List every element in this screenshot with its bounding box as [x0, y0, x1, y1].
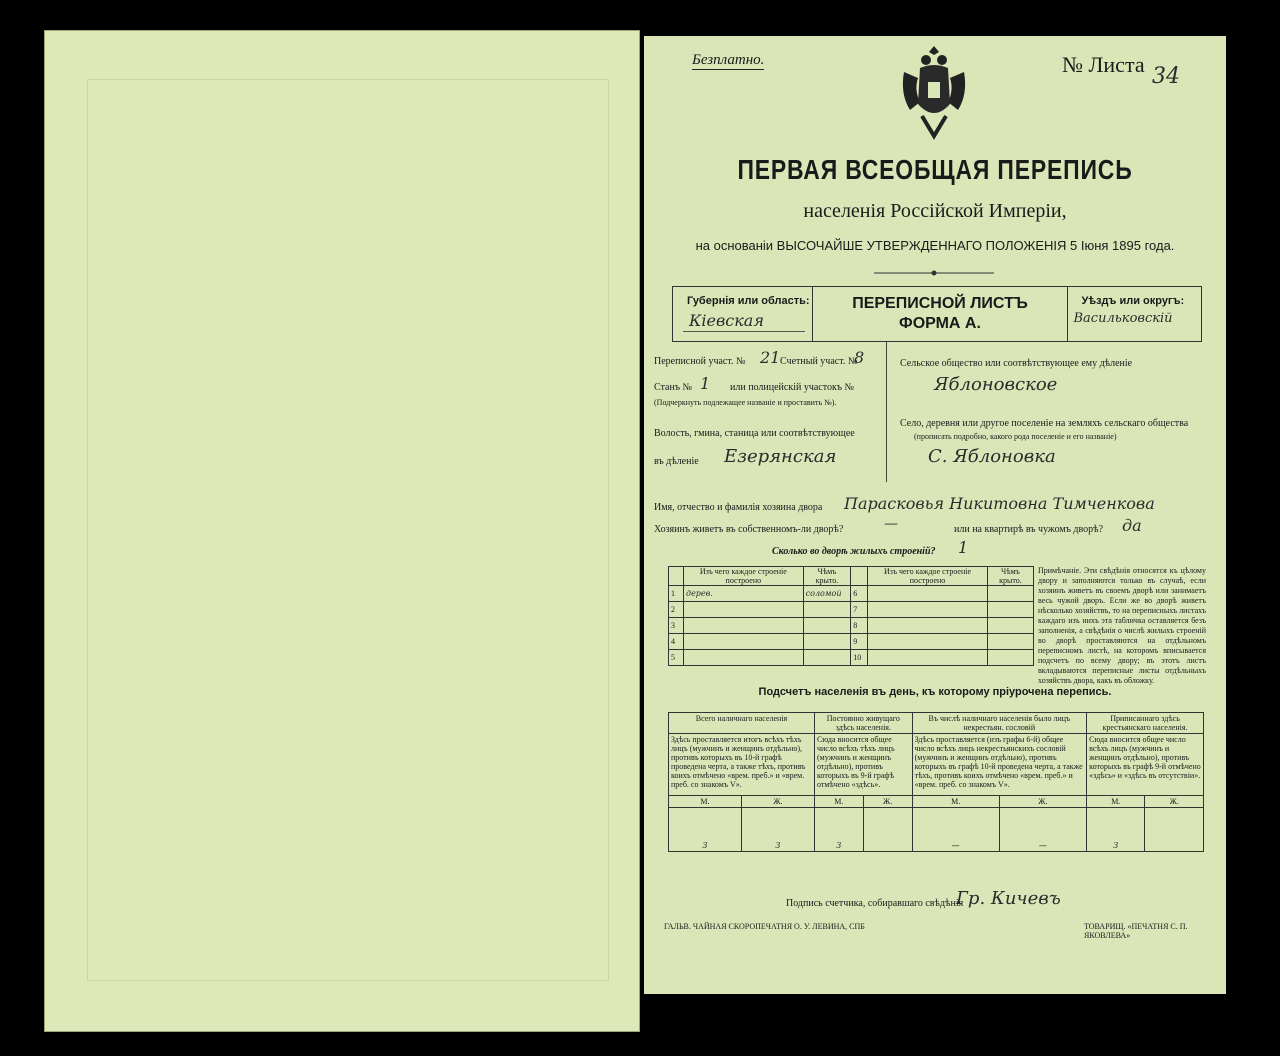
stan-note: (Подчеркнуть подлежащее названіе и проставить №). [654, 398, 837, 407]
rural-society-value: Яблоновское [934, 374, 1058, 395]
group-head: Всего наличнаго населенія [669, 713, 815, 734]
police-label: или полицейскій участокъ № [730, 382, 855, 393]
village-value: С. Яблоновка [928, 446, 1056, 467]
ornament-divider [874, 270, 994, 276]
double-headed-eagle-emblem [896, 44, 972, 142]
district-cell [1068, 287, 1202, 341]
printer-right: ТОВАРИЩ. «ПЕЧАТНЯ С. П. ЯКОВЛЕВА» [1084, 922, 1188, 940]
rented-value: да [1122, 516, 1142, 535]
population-summary-table: Всего наличнаго населенія Постоянно живущаго здѣсь населенія. Въ числѣ наличнаго населенія было лицъ некрестьян. сословій Приписаннаго здѣсь крестьянскаго населенія. Здѣсь проставляется итогъ всѣхъ тѣхъ лицъ (мужчинъ и женщинъ отдѣльно), противъ которыхъ въ 10-й графѣ проведена черта, а также тѣхъ, противъ коихъ отмѣчено «врем. преб.» и «врем. преб. со знакомъ V». Сюда вносится общее число всѣхъ тѣхъ лицъ (мужчинъ и женщинъ отдѣльно), противъ которыхъ въ 9-й графѣ отмѣчено «здѣсь». Здѣсь проставляется (изъ графы 6-й) общее число всѣхъ лицъ некрестьянскихъ сословій (мужчинъ и женщинъ отдѣльно), противъ которыхъ въ графѣ 10-й проведена черта, а также тѣхъ, противъ коихъ отмѣчено «врем. преб.» и «врем. преб. со знакомъ V». Сюда вносится общее число всѣхъ лицъ (мужчинъ и женщинъ отдѣльно), противъ которыхъ въ графѣ 9-й отмѣчено «здѣсь» и «здѣсь въ отсутствіи». М. Ж. М. Ж. М. Ж. М. Ж. 3 3 3 — — 3 [668, 712, 1204, 852]
note-text: Примѣчаніе. Эти свѣдѣнія относятся къ цѣлому двору и заполняются только въ случаѣ, если хозяинъ живетъ въ своемъ дворѣ или занимаетъ весь чужой дворъ. Если же во дворѣ живетъ нѣсколько хозяйствъ, то на переписныхъ листахъ каждаго изъ нихъ эта табличка оставляется безъ заполненія, а свѣдѣнія о числѣ жилыхъ строеній во дворѣ проставляются на отдѣльномъ переписномъ листѣ, на которомъ вписывается подсчетъ по всему двору; въ этотъ листъ вкладываются переписные листы отдѣльныхъ хозяйствъ двора, какъ въ обложку. [1038, 566, 1206, 685]
sheet-number-value: 34 [1152, 64, 1180, 89]
count-area-value: 8 [854, 348, 865, 367]
owner-value: Парасковья Никитовна Тимченкова [844, 494, 1155, 513]
table-row: 2 7 [669, 602, 1034, 618]
village-label: Село, деревня или другое поселеніе на земляхъ сельскаго общества [900, 418, 1189, 429]
buildings-table [668, 566, 1034, 666]
roof-header: Чѣмъ крыто. [803, 567, 851, 586]
table-row: 4 9 [669, 634, 1034, 650]
district-value: Васильковскій [1073, 311, 1173, 326]
province-label: Губернія или область: [687, 295, 810, 307]
group-desc: Сюда вносится общее число всѣхъ тѣхъ лицъ (мужчинъ и женщинъ отдѣльно), противъ которыхъ въ 9-й графѣ отмѣчено «здѣсь». [814, 734, 912, 796]
volost-label: Волость, гмина, станица или соотвѣтствующее [654, 428, 855, 439]
owner-label: Имя, отчество и фамилія хозяина двора [654, 502, 823, 513]
table-row: 5 10 [669, 650, 1034, 666]
rural-society-label: Сельское общество или соотвѣтствующее ему дѣленіе [900, 358, 1133, 369]
group-head: Приписаннаго здѣсь крестьянскаго населенія. [1087, 713, 1204, 734]
stan-value: 1 [700, 374, 711, 393]
signature-value: Гр. Кичевъ [956, 888, 1061, 909]
form-title: ПЕРВАЯ ВСЕОБЩАЯ ПЕРЕПИСЬ [737, 154, 1133, 185]
group-head: Постоянно живущаго здѣсь населенія. [814, 713, 912, 734]
legal-basis: на основаніи ВЫСОЧАЙШЕ УТВЕРЖДЕННАГО ПОЛОЖЕНІЯ 5 Іюня 1895 года. [695, 238, 1175, 253]
volost-label-2: въ дѣленіе [654, 456, 699, 467]
table-row: 3 8 [669, 618, 1034, 634]
sheet-title: ПЕРЕПИСНОЙ ЛИСТЪ [852, 295, 1028, 312]
bleed-through-shadow [87, 79, 609, 981]
count-area-label: Счетный участ. № [780, 356, 858, 367]
volost-value: Езерянская [724, 446, 837, 467]
buildings-value: 1 [958, 538, 969, 557]
district-label: Уѣздъ или округъ: [1081, 295, 1185, 307]
village-note: (прописать подробно, какого рода поселеніе и его названіе) [914, 432, 1117, 441]
header-box [672, 286, 1202, 342]
province-value: Кіевская [689, 311, 764, 330]
signature-label: Подпись счетчика, собиравшаго свѣдѣнія [786, 898, 964, 909]
table-row: 3 3 3 — — 3 [669, 808, 1204, 852]
left-blank-page [44, 30, 640, 1032]
material-header-2: Изъ чего каждое строеніе построено [868, 567, 988, 586]
group-desc: Здѣсь проставляется итогъ всѣхъ тѣхъ лицъ (мужчинъ и женщинъ отдѣльно), противъ которыхъ въ 10-й графѣ проведена черта, а также тѣхъ, противъ коихъ отмѣчено «врем. преб.» и «врем. преб. со знакомъ V». [669, 734, 815, 796]
form-type: ФОРМА А. [899, 315, 981, 332]
printer-left: ГАЛЬВ. ЧАЙНАЯ СКОРОПЕЧАТНЯ О. У. ЛЕВИНА, СПБ [664, 922, 865, 931]
group-desc: Здѣсь проставляется (изъ графы 6-й) общее число всѣхъ лицъ некрестьянскихъ сословій (мужчинъ и женщинъ отдѣльно), противъ которыхъ въ графѣ 10-й проведена черта, а также тѣхъ, противъ коихъ отмѣчено «врем. преб.» и «врем. преб. со знакомъ V». [912, 734, 1087, 796]
census-area-value: 21 [760, 348, 781, 367]
buildings-label: Сколько во дворѣ жилыхъ строеній? [772, 546, 936, 557]
form-subtitle: населенія Россійской Имперіи, [803, 200, 1067, 222]
group-desc: Сюда вносится общее число всѣхъ лицъ (мужчинъ и женщинъ отдѣльно), противъ которыхъ въ графѣ 9-й отмѣчено «здѣсь» и «здѣсь въ отсутствіи». [1087, 734, 1204, 796]
group-head: Въ числѣ наличнаго населенія было лицъ некрестьян. сословій [912, 713, 1087, 734]
roof-header-2: Чѣмъ крыто. [987, 567, 1033, 586]
sheet-number-label: № Листа [1062, 52, 1145, 77]
sheet-title-cell [813, 287, 1067, 341]
census-form-page [644, 36, 1226, 994]
rented-label: или на квартирѣ въ чужомъ дворѣ? [954, 524, 1104, 535]
free-label: Безплатно. [692, 52, 765, 68]
province-cell [673, 287, 813, 341]
summary-title: Подсчетъ населенія въ день, къ которому пріурочена перепись. [758, 686, 1112, 698]
stan-label: Станъ № [654, 382, 693, 393]
table-row: 1 дерев. соломой 6 [669, 586, 1034, 602]
census-area-label: Переписной участ. № [654, 356, 746, 367]
own-yard-label: Хозяинъ живетъ въ собственномъ-ли дворѣ? [654, 524, 844, 535]
own-yard-value: — [884, 516, 898, 532]
material-header: Изъ чего каждое строеніе построено [684, 567, 804, 586]
